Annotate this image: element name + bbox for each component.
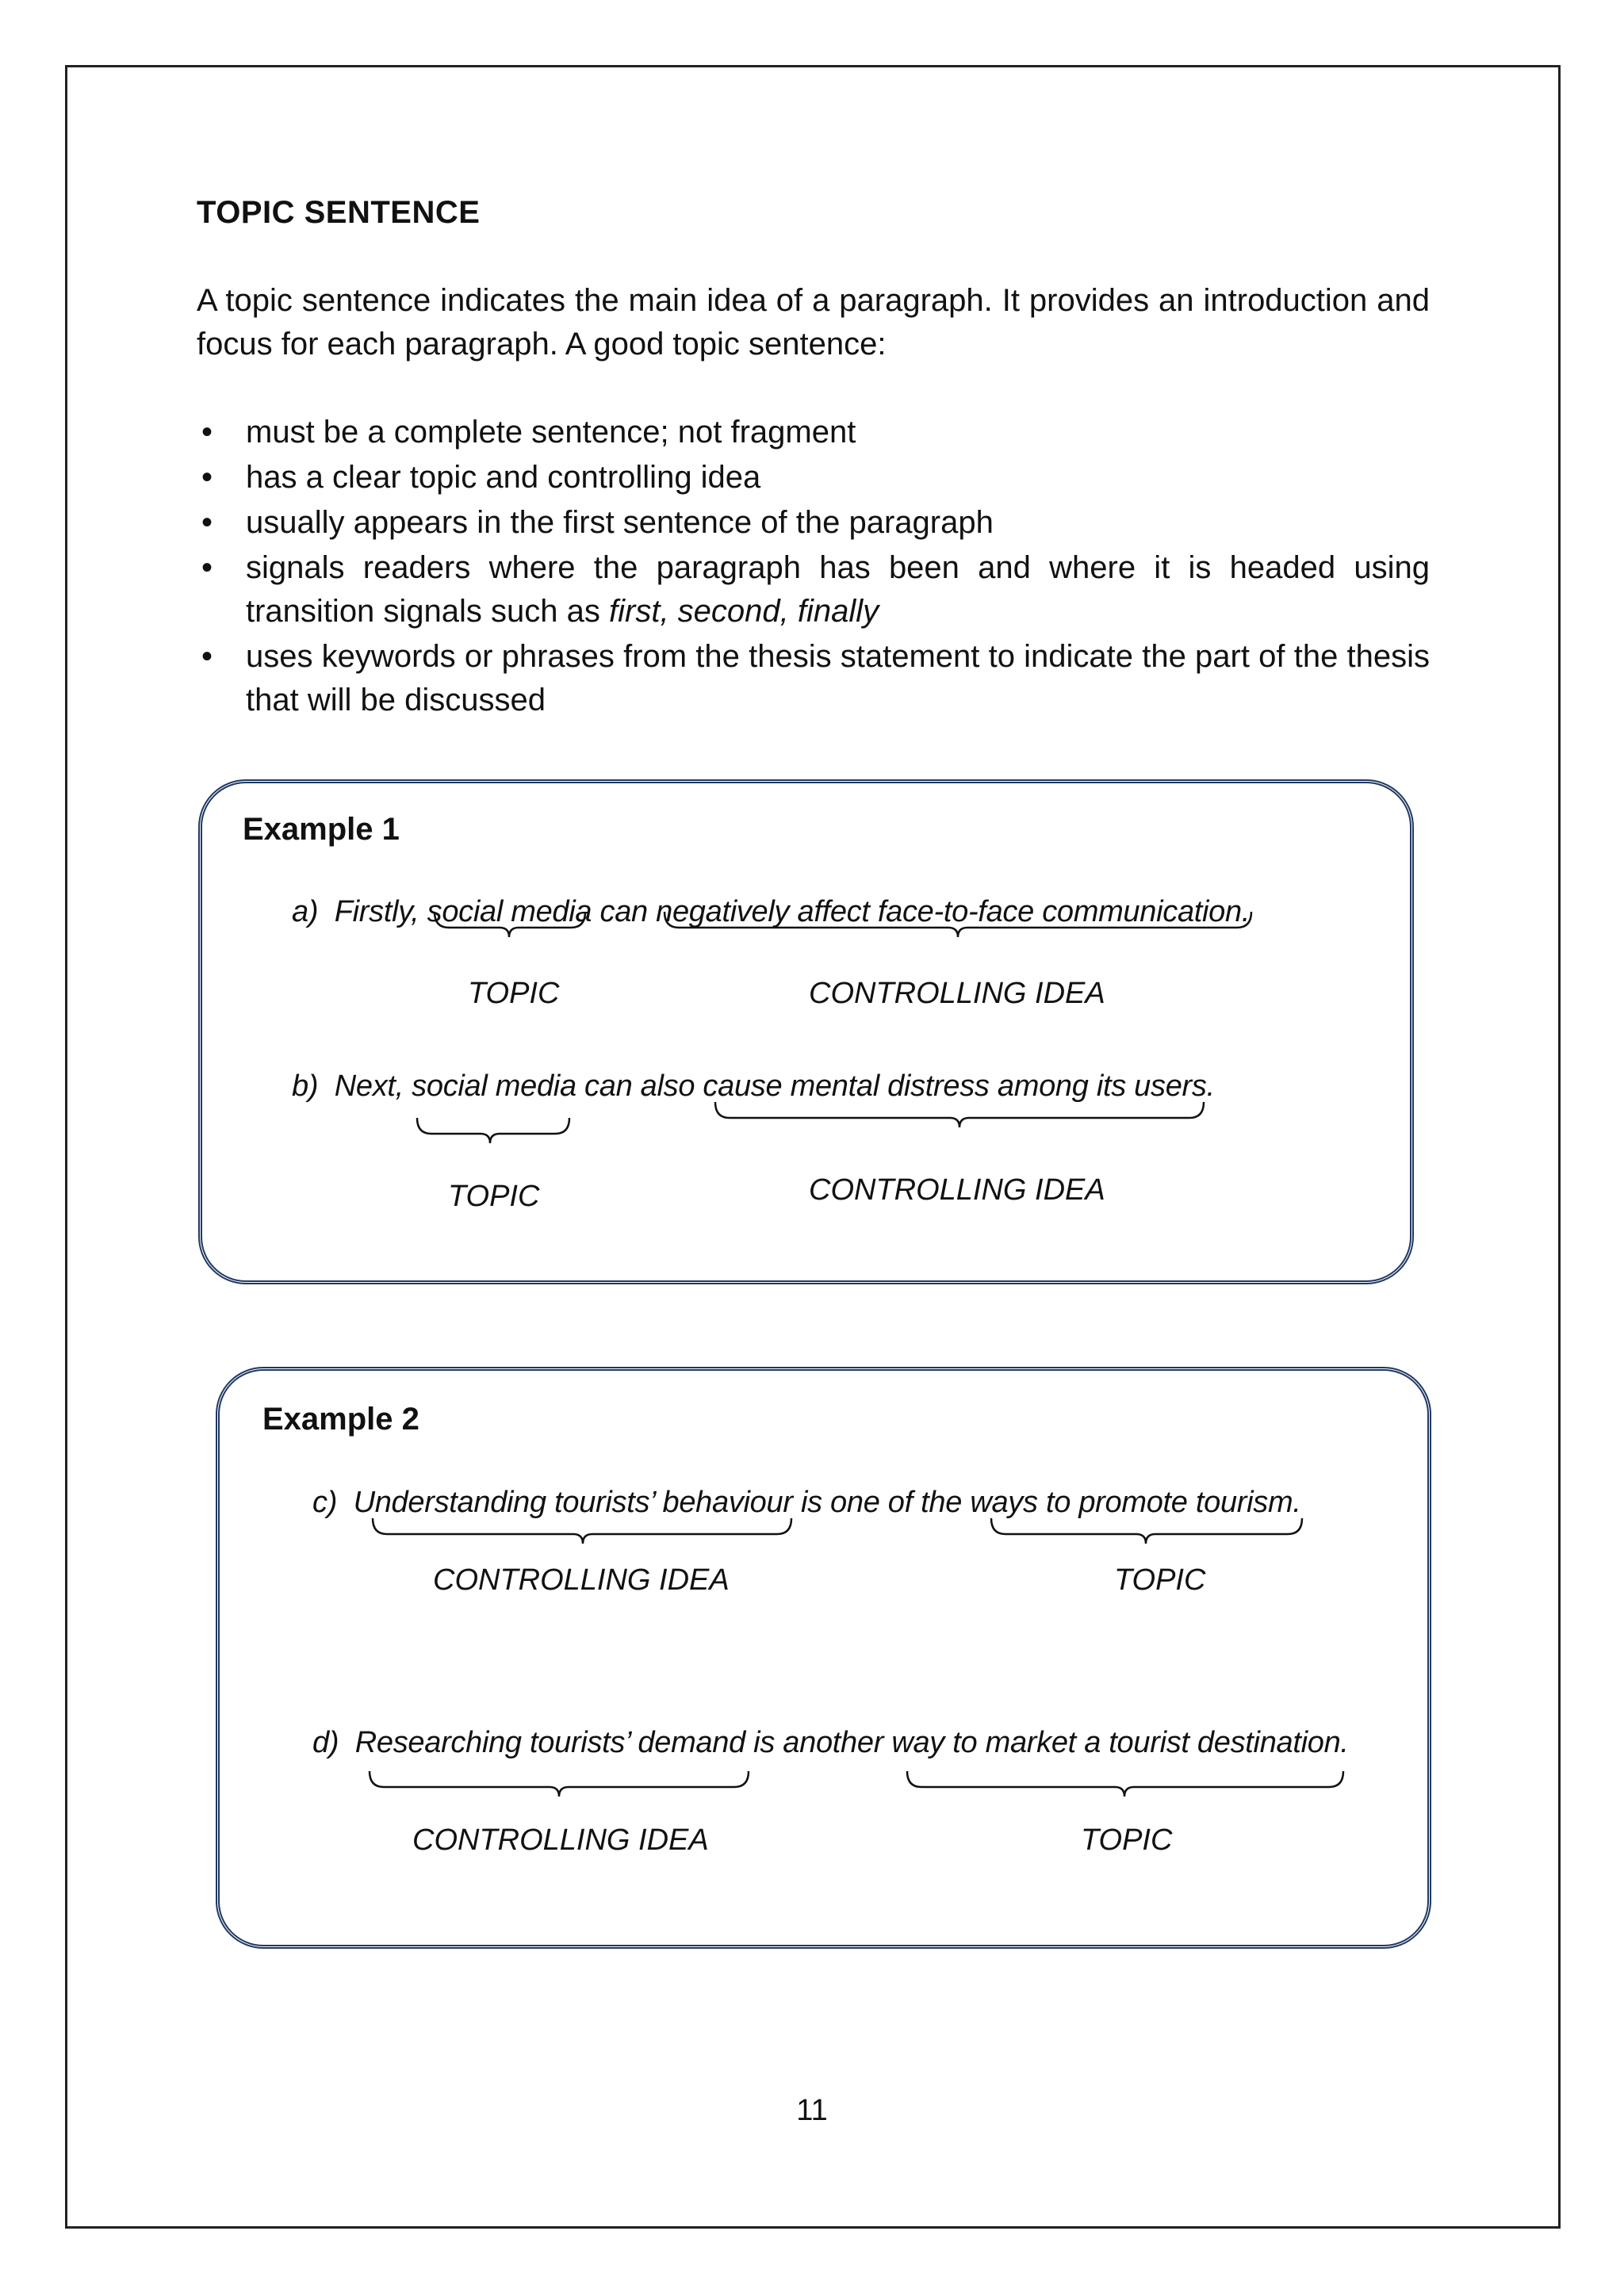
label-controlling-idea-b: CONTROLLING IDEA — [809, 1173, 1105, 1207]
sentence-marker: c) — [312, 1486, 338, 1519]
sentence-marker: a) — [292, 895, 319, 928]
intro-paragraph: A topic sentence indicates the main idea of a paragraph. It provides an introduction and focus for each paragraph. A good topic sentence: — [197, 283, 1430, 362]
label-controlling-idea-c: CONTROLLING IDEA — [433, 1563, 730, 1597]
example-sentence-b — [292, 1070, 1215, 1104]
criteria-list — [197, 411, 1430, 724]
example-sentence-d — [312, 1726, 1349, 1760]
label-controlling-idea-a: CONTROLLING IDEA — [809, 977, 1105, 1010]
list-item: • must be a complete sentence; not fragment — [197, 411, 1430, 454]
list-item: • signals readers where the paragraph has been and where it is headed using transition signals such as first, second, finally — [197, 546, 1430, 633]
sentence-marker: d) — [312, 1726, 339, 1759]
label-topic-d: TOPIC — [1081, 1823, 1173, 1857]
label-topic-c: TOPIC — [1114, 1563, 1206, 1597]
example-1-title: Example 1 — [243, 812, 400, 847]
sentence-text: Firstly, social media can negatively affect face-to-face communication. — [334, 895, 1251, 928]
label-controlling-idea-d: CONTROLLING IDEA — [412, 1823, 709, 1857]
list-item: • usually appears in the first sentence of the paragraph — [197, 501, 1430, 545]
sentence-text: Understanding tourists’ behaviour is one of the ways to promote tourism. — [353, 1486, 1301, 1519]
page-number: 11 — [796, 2094, 828, 2127]
sentence-text: Next, social media can also cause mental distress among its users. — [334, 1070, 1215, 1103]
sentence-text: Researching tourists’ demand is another way to market a tourist destination. — [354, 1726, 1349, 1759]
example-1-box — [198, 779, 1414, 1284]
section-heading: TOPIC SENTENCE — [197, 195, 481, 230]
example-sentence-c — [312, 1486, 1301, 1520]
example-sentence-a — [292, 895, 1250, 929]
sentence-marker: b) — [292, 1070, 319, 1103]
label-topic-b: TOPIC — [448, 1180, 540, 1213]
transition-signals: first, second, finally — [609, 594, 879, 629]
list-item: • uses keywords or phrases from the thesis statement to indicate the part of the thesis that will be discussed — [197, 635, 1430, 722]
example-2-title: Example 2 — [262, 1402, 419, 1437]
example-2-box — [216, 1367, 1431, 1949]
list-item: • has a clear topic and controlling idea — [197, 456, 1430, 499]
label-topic-a: TOPIC — [468, 977, 560, 1010]
